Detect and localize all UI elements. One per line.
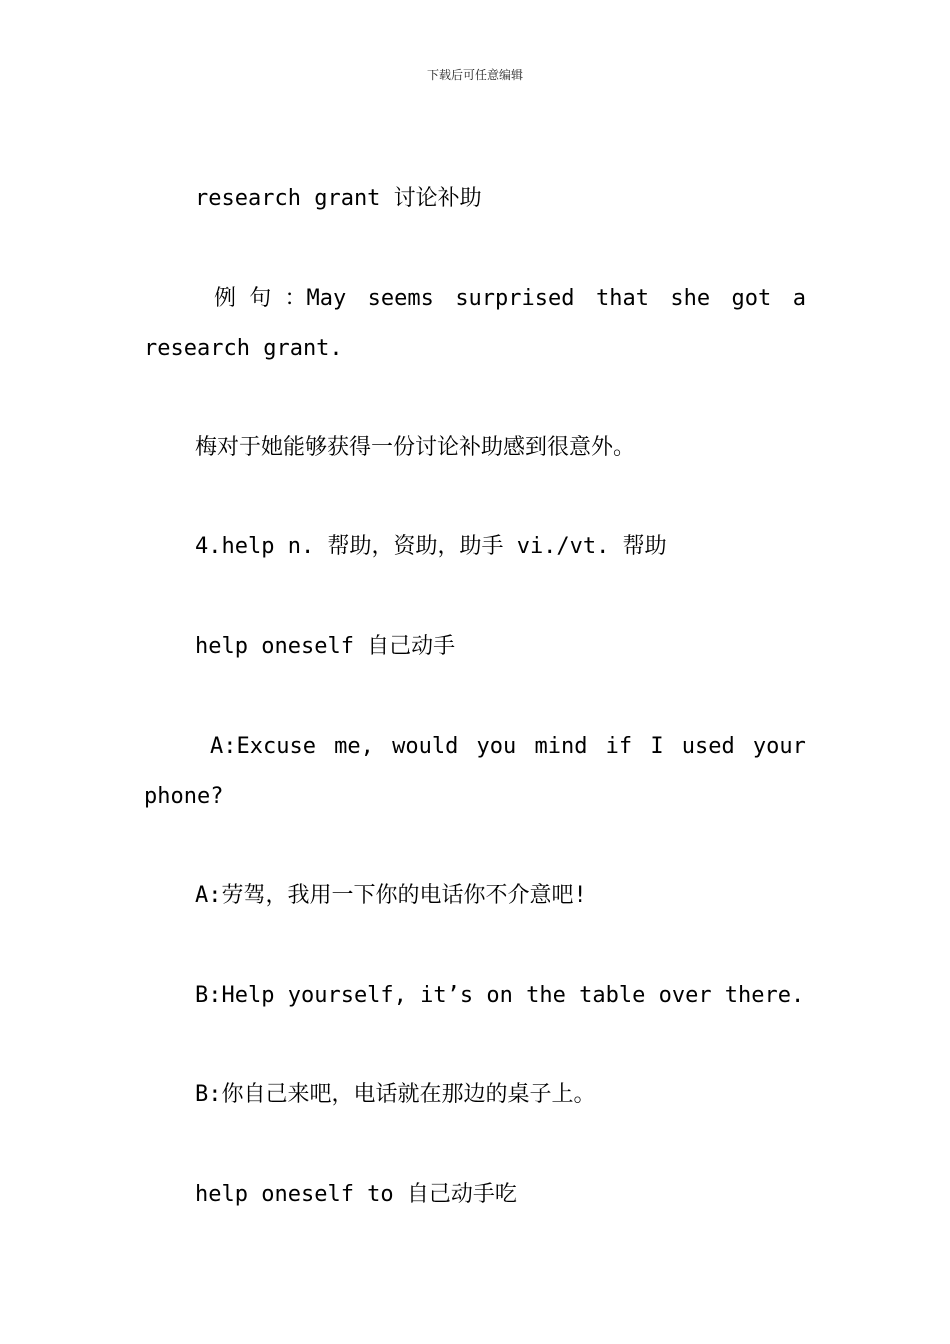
word: mind	[534, 734, 588, 759]
word: you	[476, 734, 517, 759]
word: your	[752, 734, 806, 759]
text-line-4: 4.help n. 帮助，资助，助手 vi./vt. 帮助	[195, 534, 667, 559]
text-line-5: help oneself 自己动手	[195, 634, 456, 659]
text-line-2a	[214, 284, 806, 314]
text-line-9: B:你自己来吧，电话就在那边的桌子上。	[195, 1082, 596, 1107]
word: me,	[334, 734, 374, 759]
word: a	[792, 286, 806, 311]
text-line-1: research grant 讨论补助	[195, 186, 482, 211]
text-line-8: B:Help yourself, it’s on the table over there.	[195, 983, 805, 1008]
word: I	[650, 734, 664, 759]
text-line-6b: phone?	[144, 784, 224, 809]
text-line-10: help oneself to 自己动手吃	[195, 1182, 517, 1207]
text-line-3: 梅对于她能够获得一份讨论补助感到很意外。	[195, 435, 636, 460]
word: surprised	[455, 286, 575, 311]
text-line-2b: research grant.	[144, 336, 343, 361]
word: 例 句 ：May	[214, 286, 347, 311]
text-line-6a	[210, 732, 806, 762]
word: seems	[367, 286, 434, 311]
page-header: 下载后可任意编辑	[426, 68, 523, 82]
word: got	[731, 286, 772, 311]
text-line-7: A:劳驾，我用一下你的电话你不介意吧!	[195, 883, 587, 908]
word: A:Excuse	[210, 734, 316, 759]
word: if	[605, 734, 633, 759]
word: would	[392, 734, 459, 759]
word: used	[681, 734, 735, 759]
word: she	[670, 286, 711, 311]
word: that	[595, 286, 649, 311]
